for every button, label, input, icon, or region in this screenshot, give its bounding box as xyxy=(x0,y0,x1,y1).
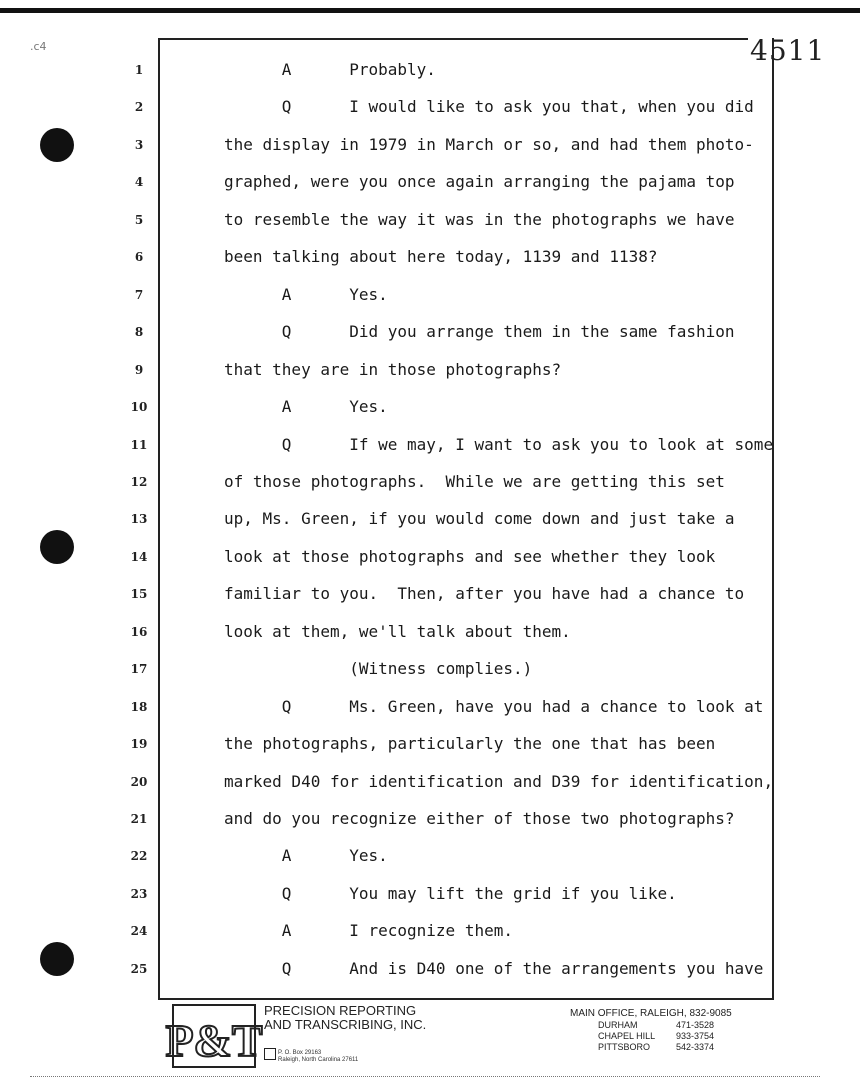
office-row xyxy=(570,1042,732,1053)
office-city: PITTSBORO xyxy=(598,1042,651,1052)
line-indent xyxy=(224,97,282,116)
office-phone: 471-3528 xyxy=(676,1020,715,1030)
line-number: 9 xyxy=(134,362,144,377)
line-text: the photographs, particularly the one that has been xyxy=(224,734,716,754)
line-text: A Probably. xyxy=(281,60,436,79)
line-indent xyxy=(224,397,282,416)
transcript-line xyxy=(224,921,513,941)
line-number: 2 xyxy=(134,100,144,115)
transcript-line xyxy=(224,210,735,230)
line-text: that they are in those photographs? xyxy=(224,359,562,379)
line-number: 16 xyxy=(130,624,148,639)
line-text: look at them, we'll talk about them. xyxy=(224,621,571,641)
office-city: CHAPEL HILL xyxy=(598,1031,656,1041)
line-indent xyxy=(224,435,282,454)
transcript-line xyxy=(224,360,561,380)
transcript-line xyxy=(224,959,763,979)
transcript-line xyxy=(224,884,677,904)
logo-letters: P&T xyxy=(165,1015,263,1066)
transcript-line xyxy=(224,247,657,267)
line-number: 14 xyxy=(130,549,148,564)
office-phone: 933-3754 xyxy=(676,1031,715,1041)
line-indent xyxy=(224,285,282,304)
line-text: (Witness complies.) xyxy=(349,659,533,679)
line-number: 20 xyxy=(130,774,148,789)
company-logo xyxy=(165,1004,263,1068)
transcript-line xyxy=(224,622,571,642)
firm-name-line-2: AND TRANSCRIBING, INC. xyxy=(264,1017,427,1032)
firm-name-line-1: PRECISION REPORTING xyxy=(264,1003,417,1018)
office-row xyxy=(570,1031,732,1042)
transcript-line xyxy=(224,97,754,117)
line-number: 11 xyxy=(130,437,148,452)
line-text: Q If we may, I want to ask you to look at some xyxy=(281,434,774,454)
line-indent xyxy=(224,60,282,79)
line-indent xyxy=(224,659,349,678)
line-text: and do you recognize either of those two photographs? xyxy=(224,809,735,828)
line-number: 6 xyxy=(134,250,144,265)
office-list xyxy=(570,1008,732,1053)
transcript-line xyxy=(224,809,735,829)
main-office: MAIN OFFICE, RALEIGH, 832-9085 xyxy=(570,1008,732,1019)
line-text: familiar to you. Then, after you have had a chance to xyxy=(224,584,745,604)
line-text: been talking about here today, 1139 and 1138? xyxy=(224,247,658,267)
transcript-line xyxy=(224,584,744,604)
line-indent xyxy=(224,697,282,716)
line-text: A Yes. xyxy=(281,846,388,866)
bottom-dotted-rule xyxy=(30,1076,820,1078)
transcript-line xyxy=(224,772,773,792)
line-number: 1 xyxy=(134,63,144,77)
line-number: 23 xyxy=(130,886,148,901)
transcript-line xyxy=(224,397,388,417)
punch-hole-middle xyxy=(40,530,74,564)
line-text: to resemble the way it was in the photographs we have xyxy=(224,209,735,229)
transcript-line xyxy=(224,659,532,679)
transcript-line xyxy=(224,172,735,192)
line-text: Q You may lift the grid if you like. xyxy=(281,883,677,903)
line-number: 15 xyxy=(130,587,148,602)
transcript-line xyxy=(224,547,715,567)
line-number: 5 xyxy=(134,212,144,227)
transcript-line xyxy=(224,285,388,305)
line-number: 19 xyxy=(130,737,148,752)
firm-address xyxy=(278,1050,358,1064)
transcript-line xyxy=(224,135,754,155)
line-text: look at those photographs and see whether they look xyxy=(224,546,716,566)
punch-hole-top xyxy=(40,128,74,162)
line-number: 3 xyxy=(134,137,144,152)
line-text: of those photographs. While we are getting this set xyxy=(224,471,725,491)
line-text: A I recognize them. xyxy=(281,921,513,941)
firm-box xyxy=(264,1048,276,1060)
transcript-line xyxy=(224,60,436,80)
firm-name xyxy=(264,1004,426,1032)
line-number: 17 xyxy=(130,662,148,677)
line-indent xyxy=(224,322,282,341)
line-number: 22 xyxy=(130,849,148,864)
transcript-line xyxy=(224,734,715,754)
office-phone: 542-3374 xyxy=(676,1042,715,1052)
line-text: up, Ms. Green, if you would come down and just take a xyxy=(224,509,735,529)
line-text: graphed, were you once again arranging the pajama top xyxy=(224,172,735,192)
line-indent xyxy=(224,959,282,978)
line-indent xyxy=(224,921,282,940)
line-text: A Yes. xyxy=(281,397,388,417)
punch-hole-bottom xyxy=(40,942,74,976)
line-number: 8 xyxy=(134,325,144,340)
line-number: 25 xyxy=(130,961,148,976)
line-number: 13 xyxy=(130,512,148,527)
line-number: 12 xyxy=(130,474,148,489)
address-line-2: Raleigh, North Carolina 27611 xyxy=(278,1057,359,1063)
transcript-line xyxy=(224,697,763,717)
line-number: 10 xyxy=(130,400,148,415)
line-text: A Yes. xyxy=(281,284,388,304)
line-number: 24 xyxy=(130,924,148,939)
line-number: 18 xyxy=(130,699,148,714)
transcript-line xyxy=(224,846,388,866)
top-rule xyxy=(0,8,860,13)
transcript-line xyxy=(224,509,735,529)
line-number: 21 xyxy=(130,812,148,826)
line-text: Q And is D40 one of the arrangements you have xyxy=(281,958,764,978)
line-text: Q I would like to ask you that, when you did xyxy=(281,97,754,117)
line-number: 4 xyxy=(134,175,144,190)
office-row xyxy=(570,1020,732,1031)
office-city: DURHAM xyxy=(598,1020,638,1030)
transcript-line xyxy=(224,322,735,342)
page-number: 4511 xyxy=(750,34,826,67)
line-text: the display in 1979 in March or so, and had them photo- xyxy=(224,134,754,154)
transcript-line xyxy=(224,472,725,492)
line-indent xyxy=(224,884,282,903)
address-line-1: P. O. Box 29163 xyxy=(278,1050,322,1056)
line-indent xyxy=(224,846,282,865)
margin-mark: .c4 xyxy=(30,40,47,53)
transcript-line xyxy=(224,435,773,455)
line-text: marked D40 for identification and D39 for identification, xyxy=(224,771,774,791)
line-text: Q Did you arrange them in the same fashion xyxy=(281,322,735,342)
line-text: Q Ms. Green, have you had a chance to look at xyxy=(281,696,764,716)
line-number: 7 xyxy=(134,287,144,302)
